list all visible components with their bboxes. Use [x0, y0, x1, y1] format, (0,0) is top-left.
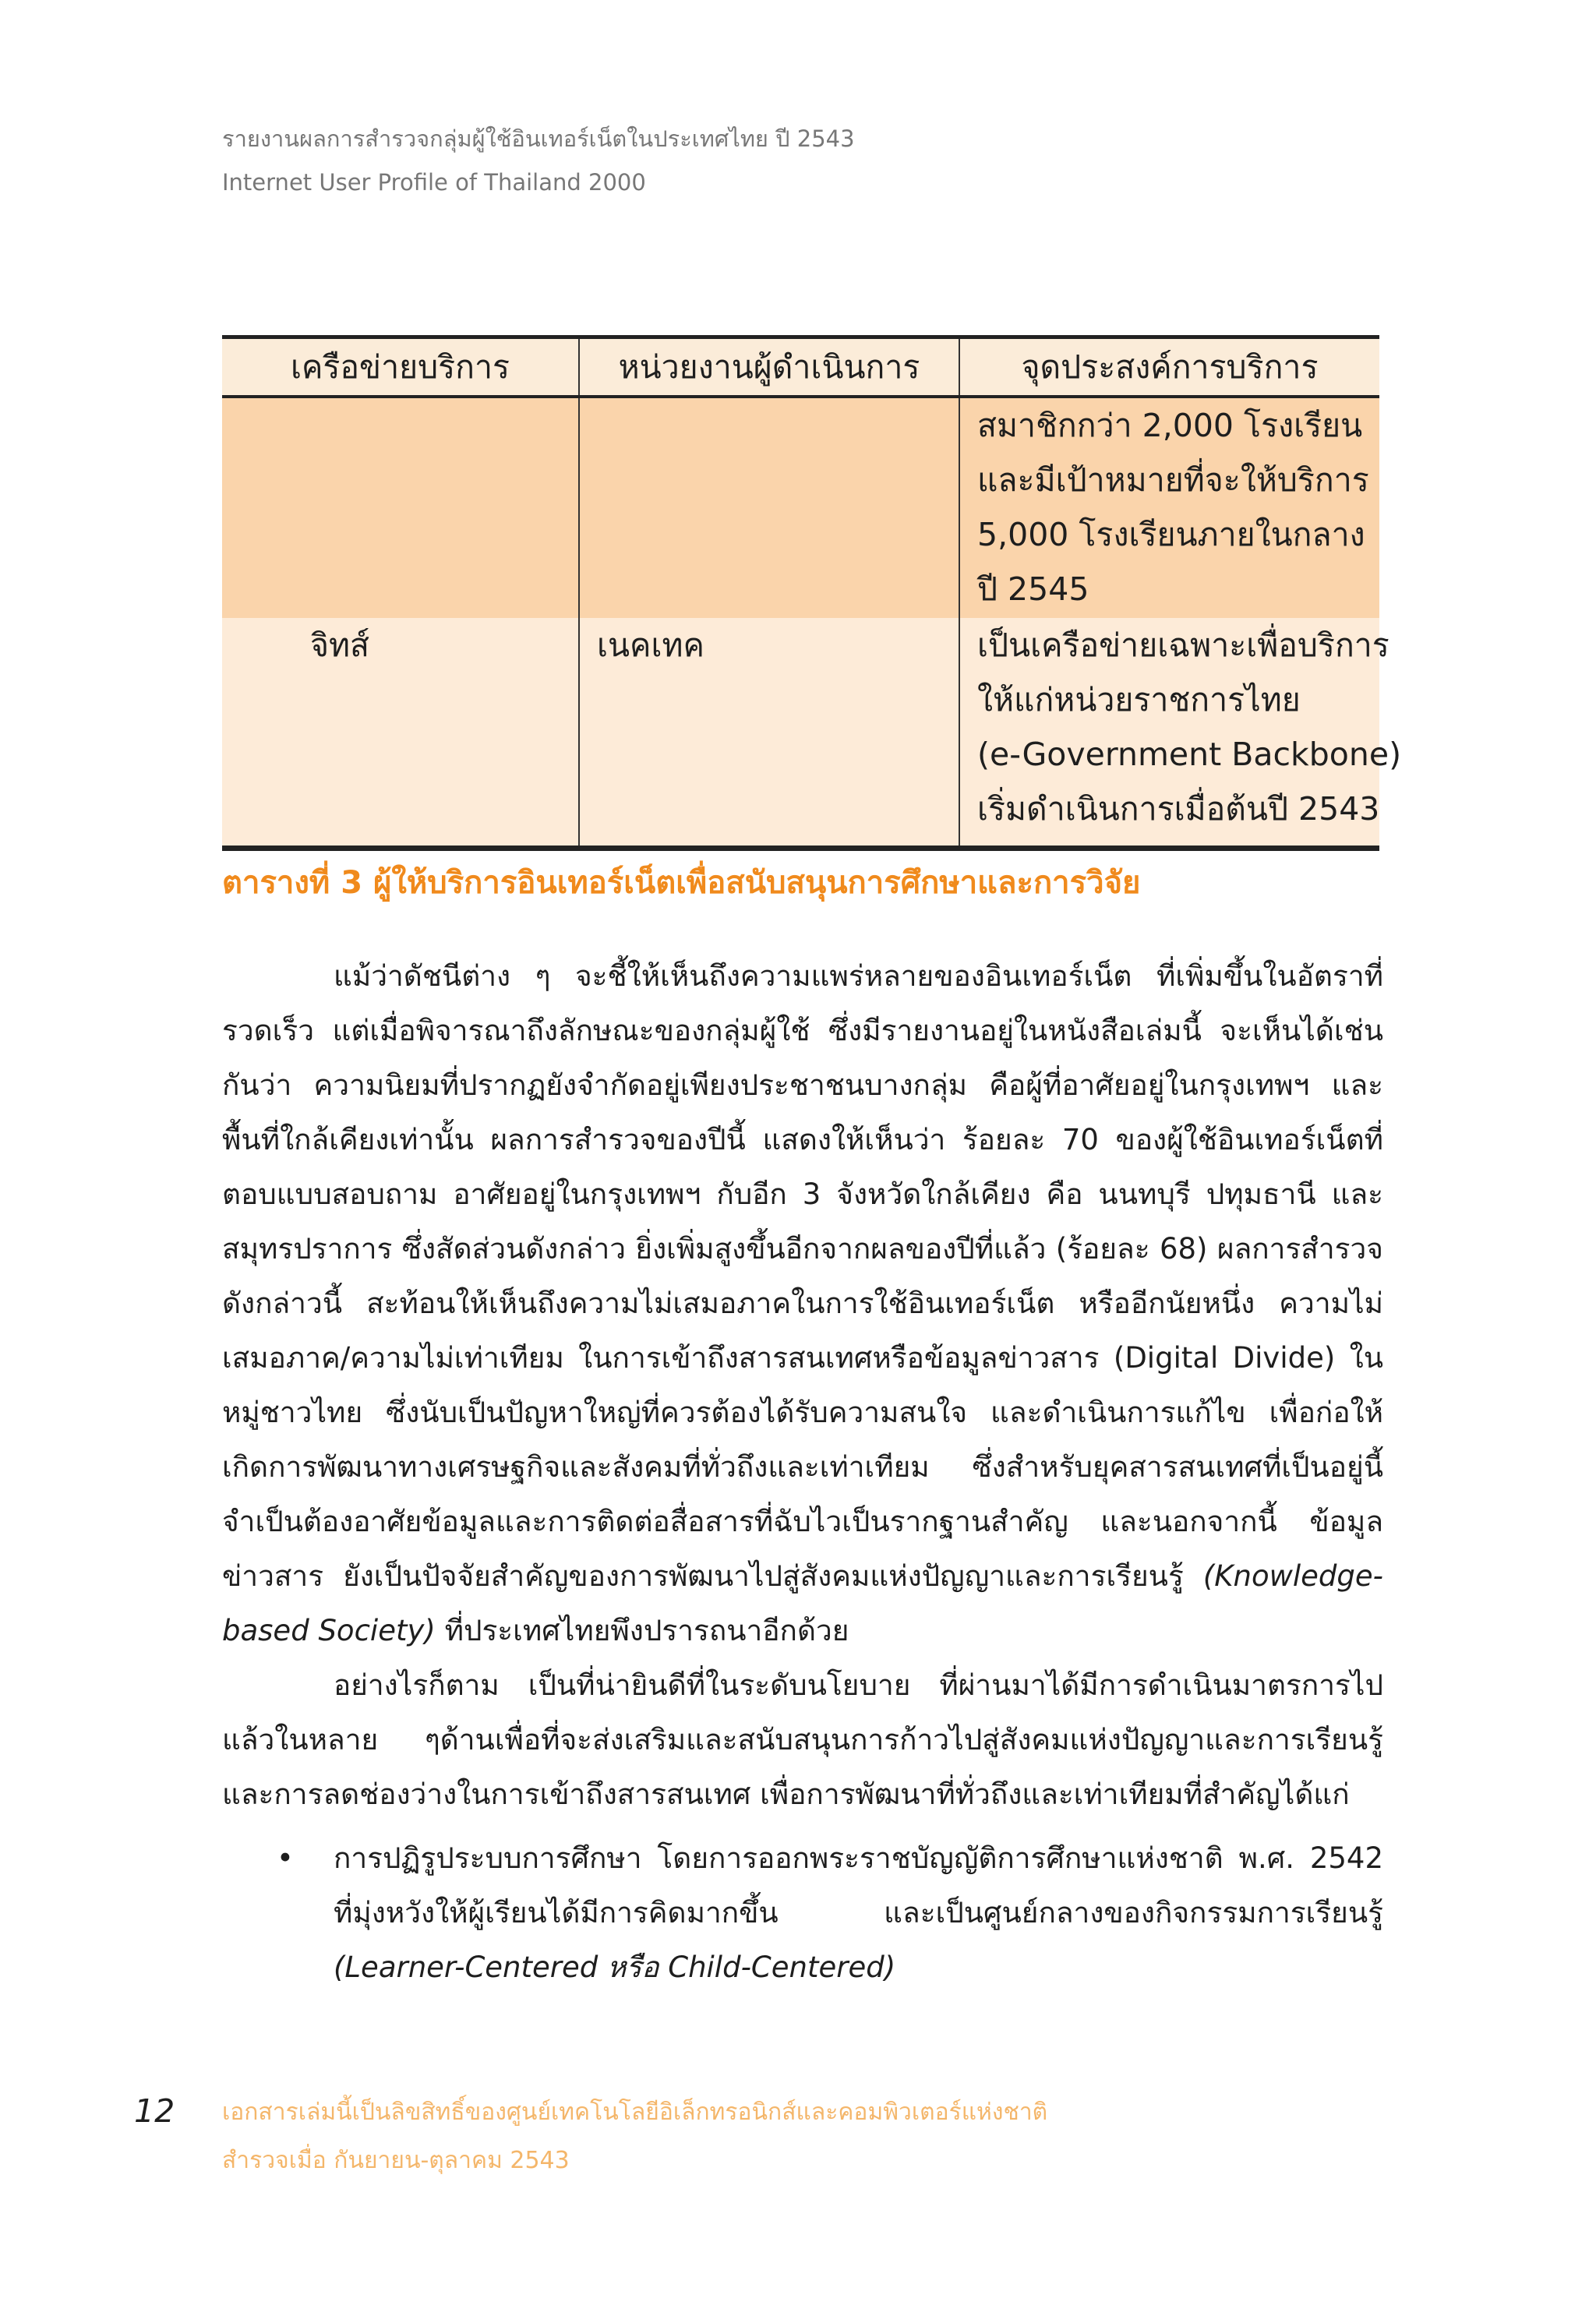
header-thai-title: รายงานผลการสำรวจกลุ่มผู้ใช้อินเทอร์เน็ตในประเทศไทย ปี 2543: [222, 125, 855, 152]
col-header-network: เครือข่ายบริการ: [222, 337, 579, 397]
paragraph-2: อย่างไรก็ตาม เป็นที่น่ายินดีที่ในระดับนโยบาย ที่ผ่านมาได้มีการดำเนินมาตรการไปแล้วในหลาย ๆด้านเพื่อที่จะส่งเสริมและสนับสนุนการก้าวไปสู่สังคมแห่งปัญญาและการเรียนรู้ และการลดช่องว่างในการเข้าถึงสารสนเทศ เพื่อการพัฒนาที่ทั่วถึงและเท่าเทียมที่สำคัญได้แก่: [222, 1668, 1383, 1811]
purpose-line: 5,000 โรงเรียนภายในกลาง: [977, 516, 1365, 553]
col-header-purpose: จุดประสงค์การบริการ: [959, 337, 1379, 397]
paragraph-1-italic: (Knowledge-based Society): [222, 1559, 1383, 1647]
purpose-line: ปี 2545: [977, 570, 1089, 608]
running-header: [222, 117, 855, 204]
list-item: [222, 1831, 1383, 1995]
purpose-line: และมีเป้าหมายที่จะให้บริการ: [977, 461, 1369, 499]
purpose-line: ให้แก่หน่วยราชการไทย: [977, 681, 1301, 718]
purpose-line: (e-Government Backbone): [977, 736, 1402, 773]
purpose-line: เริ่มดำเนินการเมื่อต้นปี 2543: [977, 790, 1380, 828]
col-header-operator: หน่วยงานผู้ดำเนินการ: [579, 337, 959, 397]
bullet-list: [222, 1831, 1383, 1995]
table-row: [222, 618, 1379, 849]
purpose-line: สมาชิกกว่า 2,000 โรงเรียน: [977, 407, 1363, 444]
cell-operator: [579, 397, 959, 618]
table-caption: ตารางที่ 3 ผู้ให้บริการอินเทอร์เน็ตเพื่อสนับสนุนการศึกษาและการวิจัย: [222, 865, 1141, 901]
cell-operator: เนคเทค: [579, 618, 959, 849]
cell-purpose: [959, 397, 1379, 618]
paragraph-1-tail: ที่ประเทศไทยพึงปรารถนาอีกด้วย: [444, 1614, 849, 1647]
page-number: 12: [134, 2092, 175, 2130]
footer-copyright: เอกสารเล่มนี้เป็นลิขสิทธิ์ของศูนย์เทคโนโลยีอิเล็กทรอนิกส์และคอมพิวเตอร์แห่งชาติ: [222, 2099, 1048, 2126]
cell-network: [222, 397, 579, 618]
paragraph-1-text: แม้ว่าดัชนีต่าง ๆ จะชี้ให้เห็นถึงความแพร่หลายของอินเทอร์เน็ต ที่เพิ่มขึ้นในอัตราที่รวดเร็ว แต่เมื่อพิจารณาถึงลักษณะของกลุ่มผู้ใช้ ซึ่งมีรายงานอยู่ในหนังสือเล่มนี้ จะเห็นได้เช่นกันว่า ความนิยมที่ปรากฏยังจำกัดอยู่เพียงประชาชนบางกลุ่ม คือผู้ที่อาศัยอยู่ในกรุงเทพฯ และพื้นที่ใกล้เคียงเท่านั้น ผลการสำรวจของปีนี้ แสดงให้เห็นว่า ร้อยละ 70 ของผู้ใช้อินเทอร์เน็ตที่ตอบแบบสอบถาม อาศัยอยู่ในกรุงเทพฯ กับอีก 3 จังหวัดใกล้เคียง คือ นนทบุรี ปทุมธานี และสมุทรปราการ ซึ่งสัดส่วนดังกล่าว ยิ่งเพิ่มสูงขึ้นอีกจากผลของปีที่แล้ว (ร้อยละ 68) ผลการสำรวจดังกล่าวนี้ สะท้อนให้เห็นถึงความไม่เสมอภาคในการใช้อินเทอร์เน็ต หรืออีกนัยหนึ่ง ความไม่เสมอภาค/ความไม่เท่าเทียม ในการเข้าถึงสารสนเทศหรือข้อมูลข่าวสาร (Digital Divide) ในหมู่ชาวไทย ซึ่งนับเป็นปัญหาใหญ่ที่ควรต้องได้รับความสนใจ และดำเนินการแก้ไข เพื่อก่อให้เกิดการพัฒนาทางเศรษฐกิจและสังคมที่ทั่วถึงและเท่าเทียม ซึ่งสำหรับยุคสารสนเทศที่เป็นอยู่นี้ จำเป็นต้องอาศัยข้อมูลและการติดต่อสื่อสารที่ฉับไวเป็นรากฐานสำคัญ และนอกจากนี้ ข้อมูลข่าวสาร ยังเป็นปัจจัยสำคัญของการพัฒนาไปสู่สังคมแห่งปัญญาและการเรียนรู้: [222, 959, 1383, 1593]
table-header-row: [222, 337, 1379, 397]
footer-survey-date: สำรวจเมื่อ กันยายน-ตุลาคม 2543: [222, 2147, 570, 2174]
table-row: [222, 397, 1379, 618]
bullet-icon: •: [277, 1841, 294, 1875]
body-text: [222, 949, 1383, 1995]
purpose-line: เป็นเครือข่ายเฉพาะเพื่อบริการ: [977, 627, 1389, 664]
paragraph-1: [222, 949, 1383, 1658]
footer: [222, 2088, 1047, 2185]
bullet-text: การปฏิรูประบบการศึกษา โดยการออกพระราชบัญญัติการศึกษาแห่งชาติ พ.ศ. 2542 ที่มุ่งหวังให้ผู้เรียนได้มีการคิดมากขึ้น และเป็นศูนย์กลางของกิจกรรมการเรียนรู้: [334, 1841, 1383, 1929]
header-english-title: Internet User Profile of Thailand 2000: [222, 169, 646, 196]
cell-purpose: [959, 618, 1402, 849]
cell-network: จิทส์: [222, 618, 579, 849]
isp-table: [222, 335, 1402, 851]
bullet-italic: (Learner-Centered หรือ Child-Centered): [334, 1951, 896, 1984]
